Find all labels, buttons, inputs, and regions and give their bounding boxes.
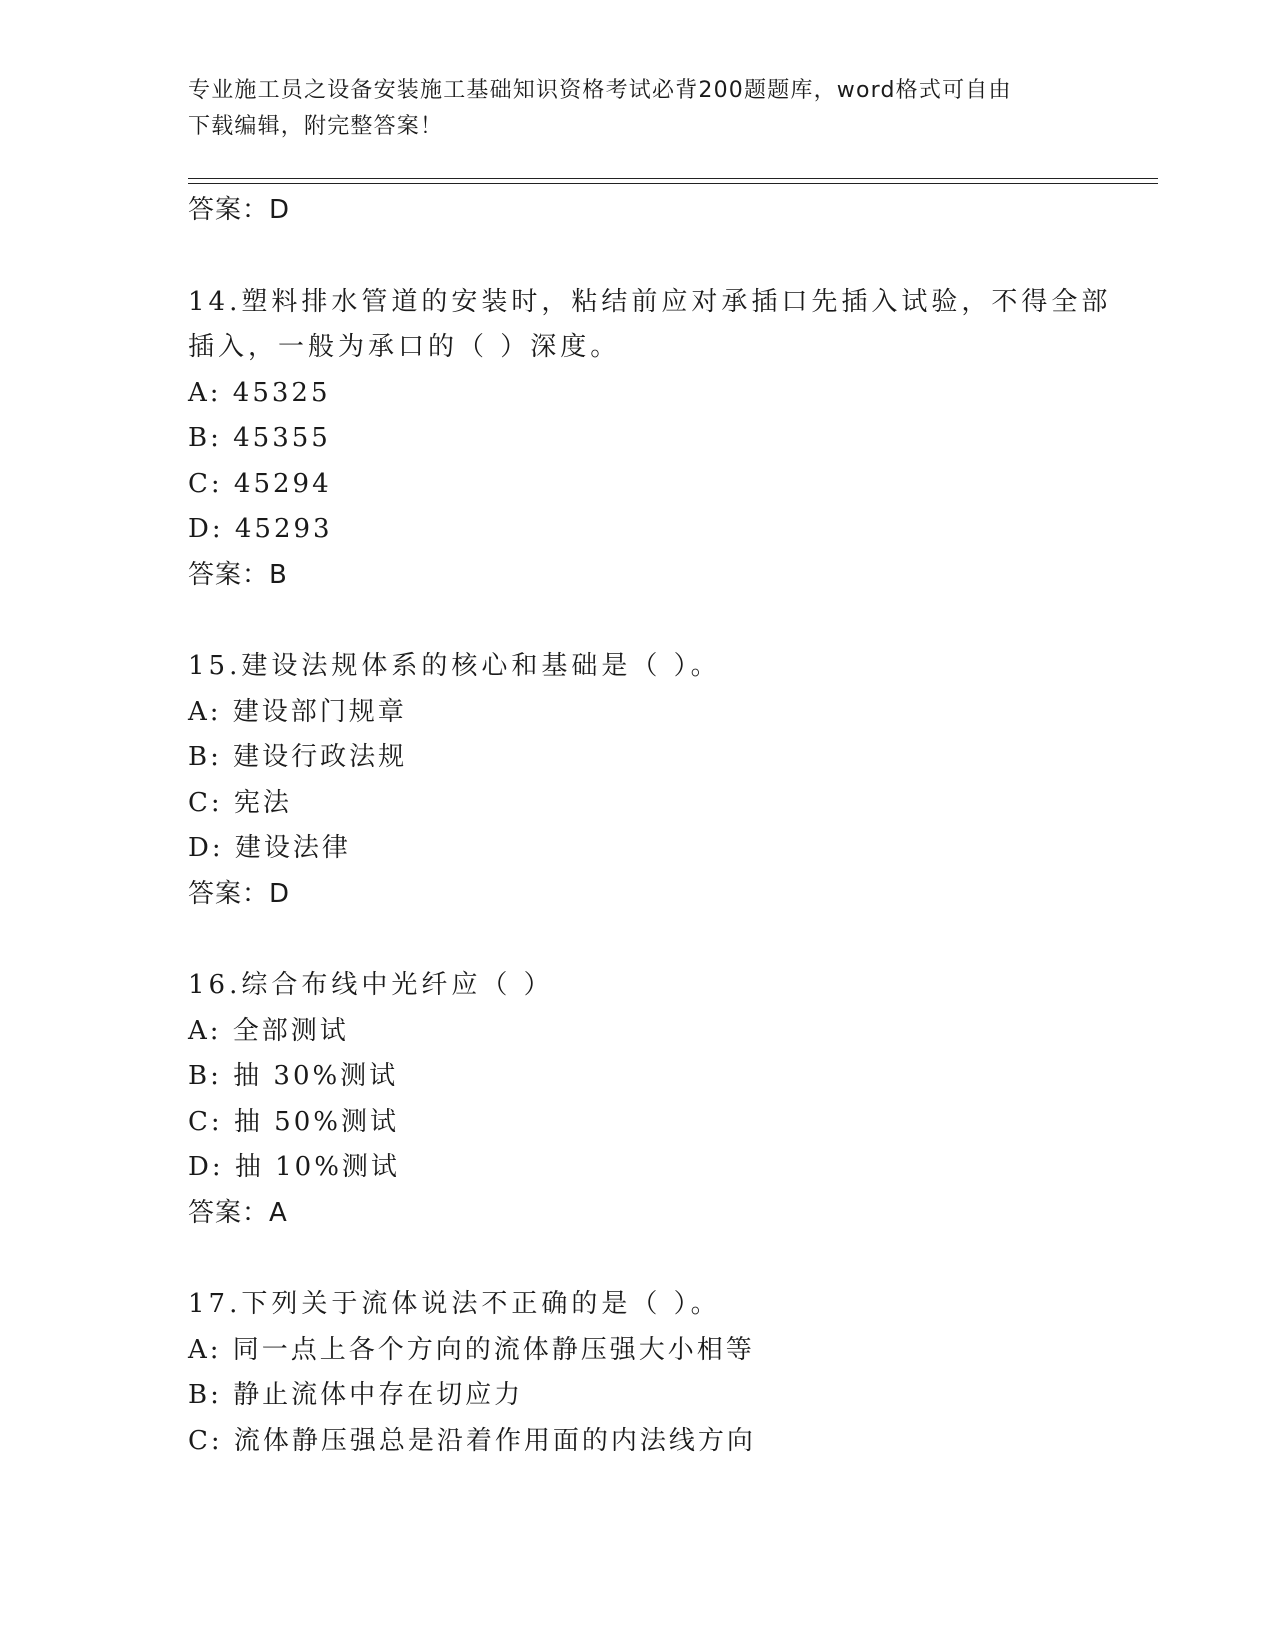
question-list xyxy=(188,188,1168,1464)
option-b: B: 45355 xyxy=(188,423,331,453)
header-line-1: 专业施工员之设备安装施工基础知识资格考试必背200题题库，word格式可自由 xyxy=(188,78,1012,103)
option-a: A: 45325 xyxy=(188,377,331,408)
document-header xyxy=(188,73,1088,145)
question-block xyxy=(188,963,1168,1236)
question-block xyxy=(188,280,1168,599)
option-c: C: 45294 xyxy=(188,468,332,499)
option-a: A: 全部测试 xyxy=(188,1015,349,1046)
question-stem: 14.塑料排水管道的安装时，粘结前应对承插口先插入试验，不得全部 xyxy=(188,286,1112,317)
answer: 答案：B xyxy=(188,559,288,590)
previous-answer: 答案：D xyxy=(188,195,291,225)
question-block xyxy=(188,1282,1168,1464)
option-c: C: 抽 50%测试 xyxy=(188,1106,399,1137)
header-line-2: 下载编辑，附完整答案！ xyxy=(188,114,444,139)
header-rule-top xyxy=(188,178,1158,179)
option-a: A: 建设部门规章 xyxy=(188,696,407,727)
option-a: A: 同一点上各个方向的流体静压强大小相等 xyxy=(188,1334,755,1365)
option-c: C: 流体静压强总是沿着作用面的内法线方向 xyxy=(188,1425,756,1456)
option-d: D: 45293 xyxy=(188,514,333,544)
answer: 答案：A xyxy=(188,1197,288,1228)
header-rule-bottom xyxy=(188,183,1158,184)
option-b: B: 建设行政法规 xyxy=(188,742,408,772)
option-b: B: 抽 30%测试 xyxy=(188,1061,399,1091)
question-stem: 16.综合布线中光纤应（ ） xyxy=(188,970,554,1000)
answer: 答案：D xyxy=(188,878,291,909)
question-stem: 插入，一般为承口的（ ）深度。 xyxy=(188,332,621,362)
question-stem: 17.下列关于流体说法不正确的是（ ）。 xyxy=(188,1289,721,1319)
question-stem: 15.建设法规体系的核心和基础是（ ）。 xyxy=(188,651,721,681)
option-c: C: 宪法 xyxy=(188,787,292,818)
question-block xyxy=(188,644,1168,917)
option-b: B: 静止流体中存在切应力 xyxy=(188,1380,524,1410)
option-d: D: 建设法律 xyxy=(188,833,351,863)
option-d: D: 抽 10%测试 xyxy=(188,1152,400,1182)
